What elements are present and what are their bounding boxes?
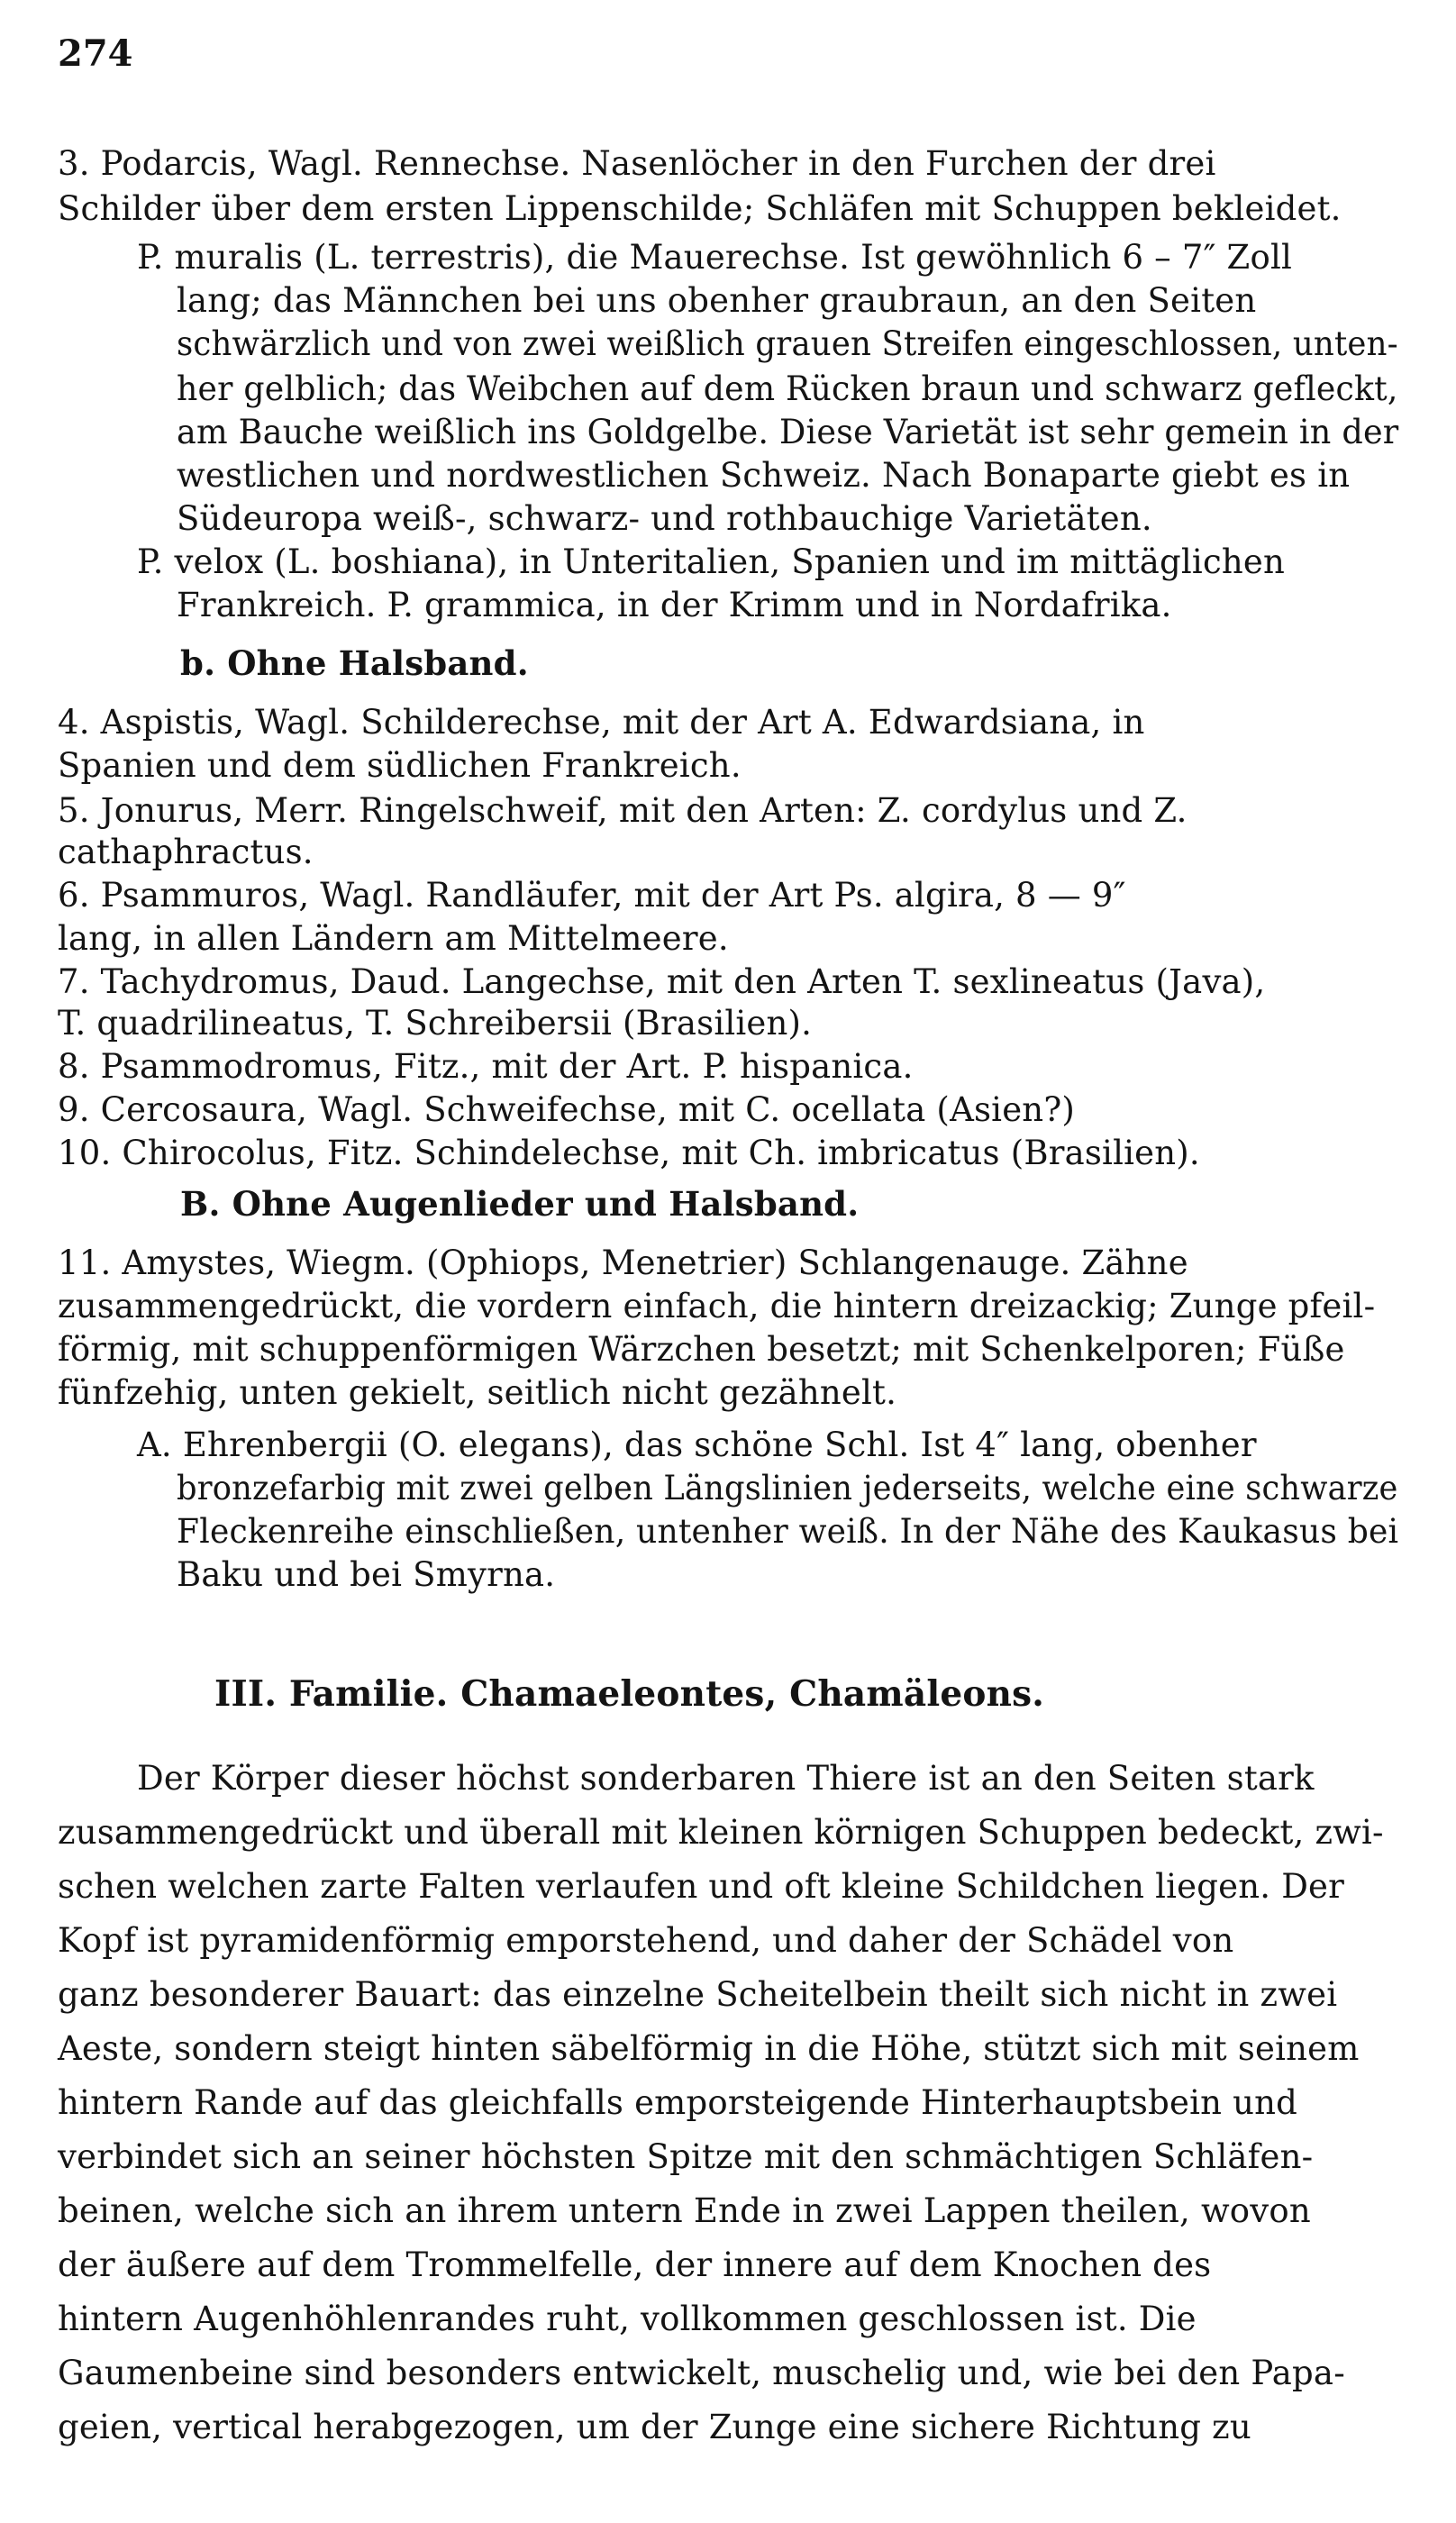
text-line: Gaumenbeine sind besonders entwickelt, muschelig und, wie bei den Papa- xyxy=(58,2354,1345,2392)
text-line: Schilder über dem ersten Lippenschilde; Schläfen mit Schuppen bekleidet. xyxy=(58,189,1342,228)
text-line: schen welchen zarte Falten verlaufen und oft kleine Schildchen liegen. Der xyxy=(58,1867,1345,1906)
text-line: 11. Amystes, Wiegm. (Ophiops, Menetrier) Schlangenauge. Zähne xyxy=(58,1243,1188,1282)
text-line: Spanien und dem südlichen Frankreich. xyxy=(58,746,742,785)
text-line: P. velox (L. boshiana), in Unteritalien, Spanien und im mittäglichen xyxy=(137,542,1286,581)
text-line: zusammengedrückt, die vordern einfach, die hintern dreizackig; Zunge pfeil- xyxy=(58,1287,1376,1325)
text-line: verbindet sich an seiner höchsten Spitze mit den schmächtigen Schläfen- xyxy=(58,2137,1314,2176)
text-line: 9. Cercosaura, Wagl. Schweifechse, mit C. ocellata (Asien?) xyxy=(58,1090,1076,1129)
text-line: Kopf ist pyramidenförmig emporstehend, und daher der Schädel von xyxy=(58,1921,1234,1960)
text-line: am Bauche weißlich ins Goldgelbe. Diese Varietät ist sehr gemein in der xyxy=(177,413,1399,451)
text-line: T. quadrilineatus, T. Schreibersii (Brasilien). xyxy=(58,1004,813,1043)
text-line: her gelblich; das Weibchen auf dem Rücken braun und schwarz gefleckt, xyxy=(177,369,1398,408)
text-line: Baku und bei Smyrna. xyxy=(177,1555,556,1594)
text-line: 4. Aspistis, Wagl. Schilderechse, mit der Art A. Edwardsiana, in xyxy=(58,703,1145,742)
page-number: 274 xyxy=(58,32,133,75)
text-line: förmig, mit schuppenförmigen Wärzchen besetzt; mit Schenkelporen; Füße xyxy=(58,1330,1345,1369)
text-line: hintern Rande auf das gleichfalls emporsteigende Hinterhauptsbein und xyxy=(58,2083,1298,2122)
text-line: 7. Tachydromus, Daud. Langechse, mit den Arten T. sexlineatus (Java), xyxy=(58,962,1266,1001)
family-heading: III. Familie. Chamaeleontes, Chamäleons. xyxy=(214,1673,1045,1715)
section-heading: B. Ohne Augenlieder und Halsband. xyxy=(180,1184,860,1224)
text-line: lang; das Männchen bei uns obenher graubraun, an den Seiten xyxy=(177,281,1257,320)
text-line: Der Körper dieser höchst sonderbaren Thiere ist an den Seiten stark xyxy=(137,1759,1315,1798)
text-line: cathaphractus. xyxy=(58,833,314,871)
text-line: westlichen und nordwestlichen Schweiz. Nach Bonaparte giebt es in xyxy=(177,456,1351,495)
text-line: A. Ehrenbergii (O. elegans), das schöne Schl. Ist 4″ lang, obenher xyxy=(137,1425,1257,1464)
text-line: beinen, welche sich an ihrem untern Ende in zwei Lappen theilen, wovon xyxy=(58,2191,1311,2230)
text-line: ganz besonderer Bauart: das einzelne Scheitelbein theilt sich nicht in zwei xyxy=(58,1975,1338,2014)
text-line: 6. Psammuros, Wagl. Randläufer, mit der Art Ps. algira, 8 — 9″ xyxy=(58,876,1126,915)
text-line: hintern Augenhöhlenrandes ruht, vollkommen geschlossen ist. Die xyxy=(58,2300,1197,2338)
text-line: der äußere auf dem Trommelfelle, der innere auf dem Knochen des xyxy=(58,2245,1212,2284)
text-line: lang, in allen Ländern am Mittelmeere. xyxy=(58,919,729,958)
text-line: geien, vertical herabgezogen, um der Zunge eine sichere Richtung zu xyxy=(58,2408,1251,2446)
text-line: zusammengedrückt und überall mit kleinen körnigen Schuppen bedeckt, zwi- xyxy=(58,1813,1384,1852)
text-line: 8. Psammodromus, Fitz., mit der Art. P. hispanica. xyxy=(58,1047,914,1086)
text-line: 3. Podarcis, Wagl. Rennechse. Nasenlöcher in den Furchen der drei xyxy=(58,144,1216,183)
section-heading: b. Ohne Halsband. xyxy=(180,643,529,683)
text-line: fünfzehig, unten gekielt, seitlich nicht gezähnelt. xyxy=(58,1373,897,1412)
text-line: 5. Jonurus, Merr. Ringelschweif, mit den Arten: Z. cordylus und Z. xyxy=(58,791,1188,830)
text-line: 10. Chirocolus, Fitz. Schindelechse, mit Ch. imbricatus (Brasilien). xyxy=(58,1134,1200,1172)
text-line: Aeste, sondern steigt hinten säbelförmig in die Höhe, stützt sich mit seinem xyxy=(58,2029,1360,2068)
text-line: bronzefarbig mit zwei gelben Längslinien jederseits, welche eine schwarze xyxy=(177,1469,1398,1507)
text-line: P. muralis (L. terrestris), die Mauerechse. Ist gewöhnlich 6 – 7″ Zoll xyxy=(137,238,1293,277)
text-line: Frankreich. P. grammica, in der Krimm und in Nordafrika. xyxy=(177,586,1172,624)
text-line: schwärzlich und von zwei weißlich grauen Streifen eingeschlossen, unten- xyxy=(177,324,1398,363)
text-line: Fleckenreihe einschließen, untenher weiß. In der Nähe des Kaukasus bei xyxy=(177,1512,1399,1551)
text-line: Südeuropa weiß-, schwarz- und rothbauchige Varietäten. xyxy=(177,499,1152,538)
